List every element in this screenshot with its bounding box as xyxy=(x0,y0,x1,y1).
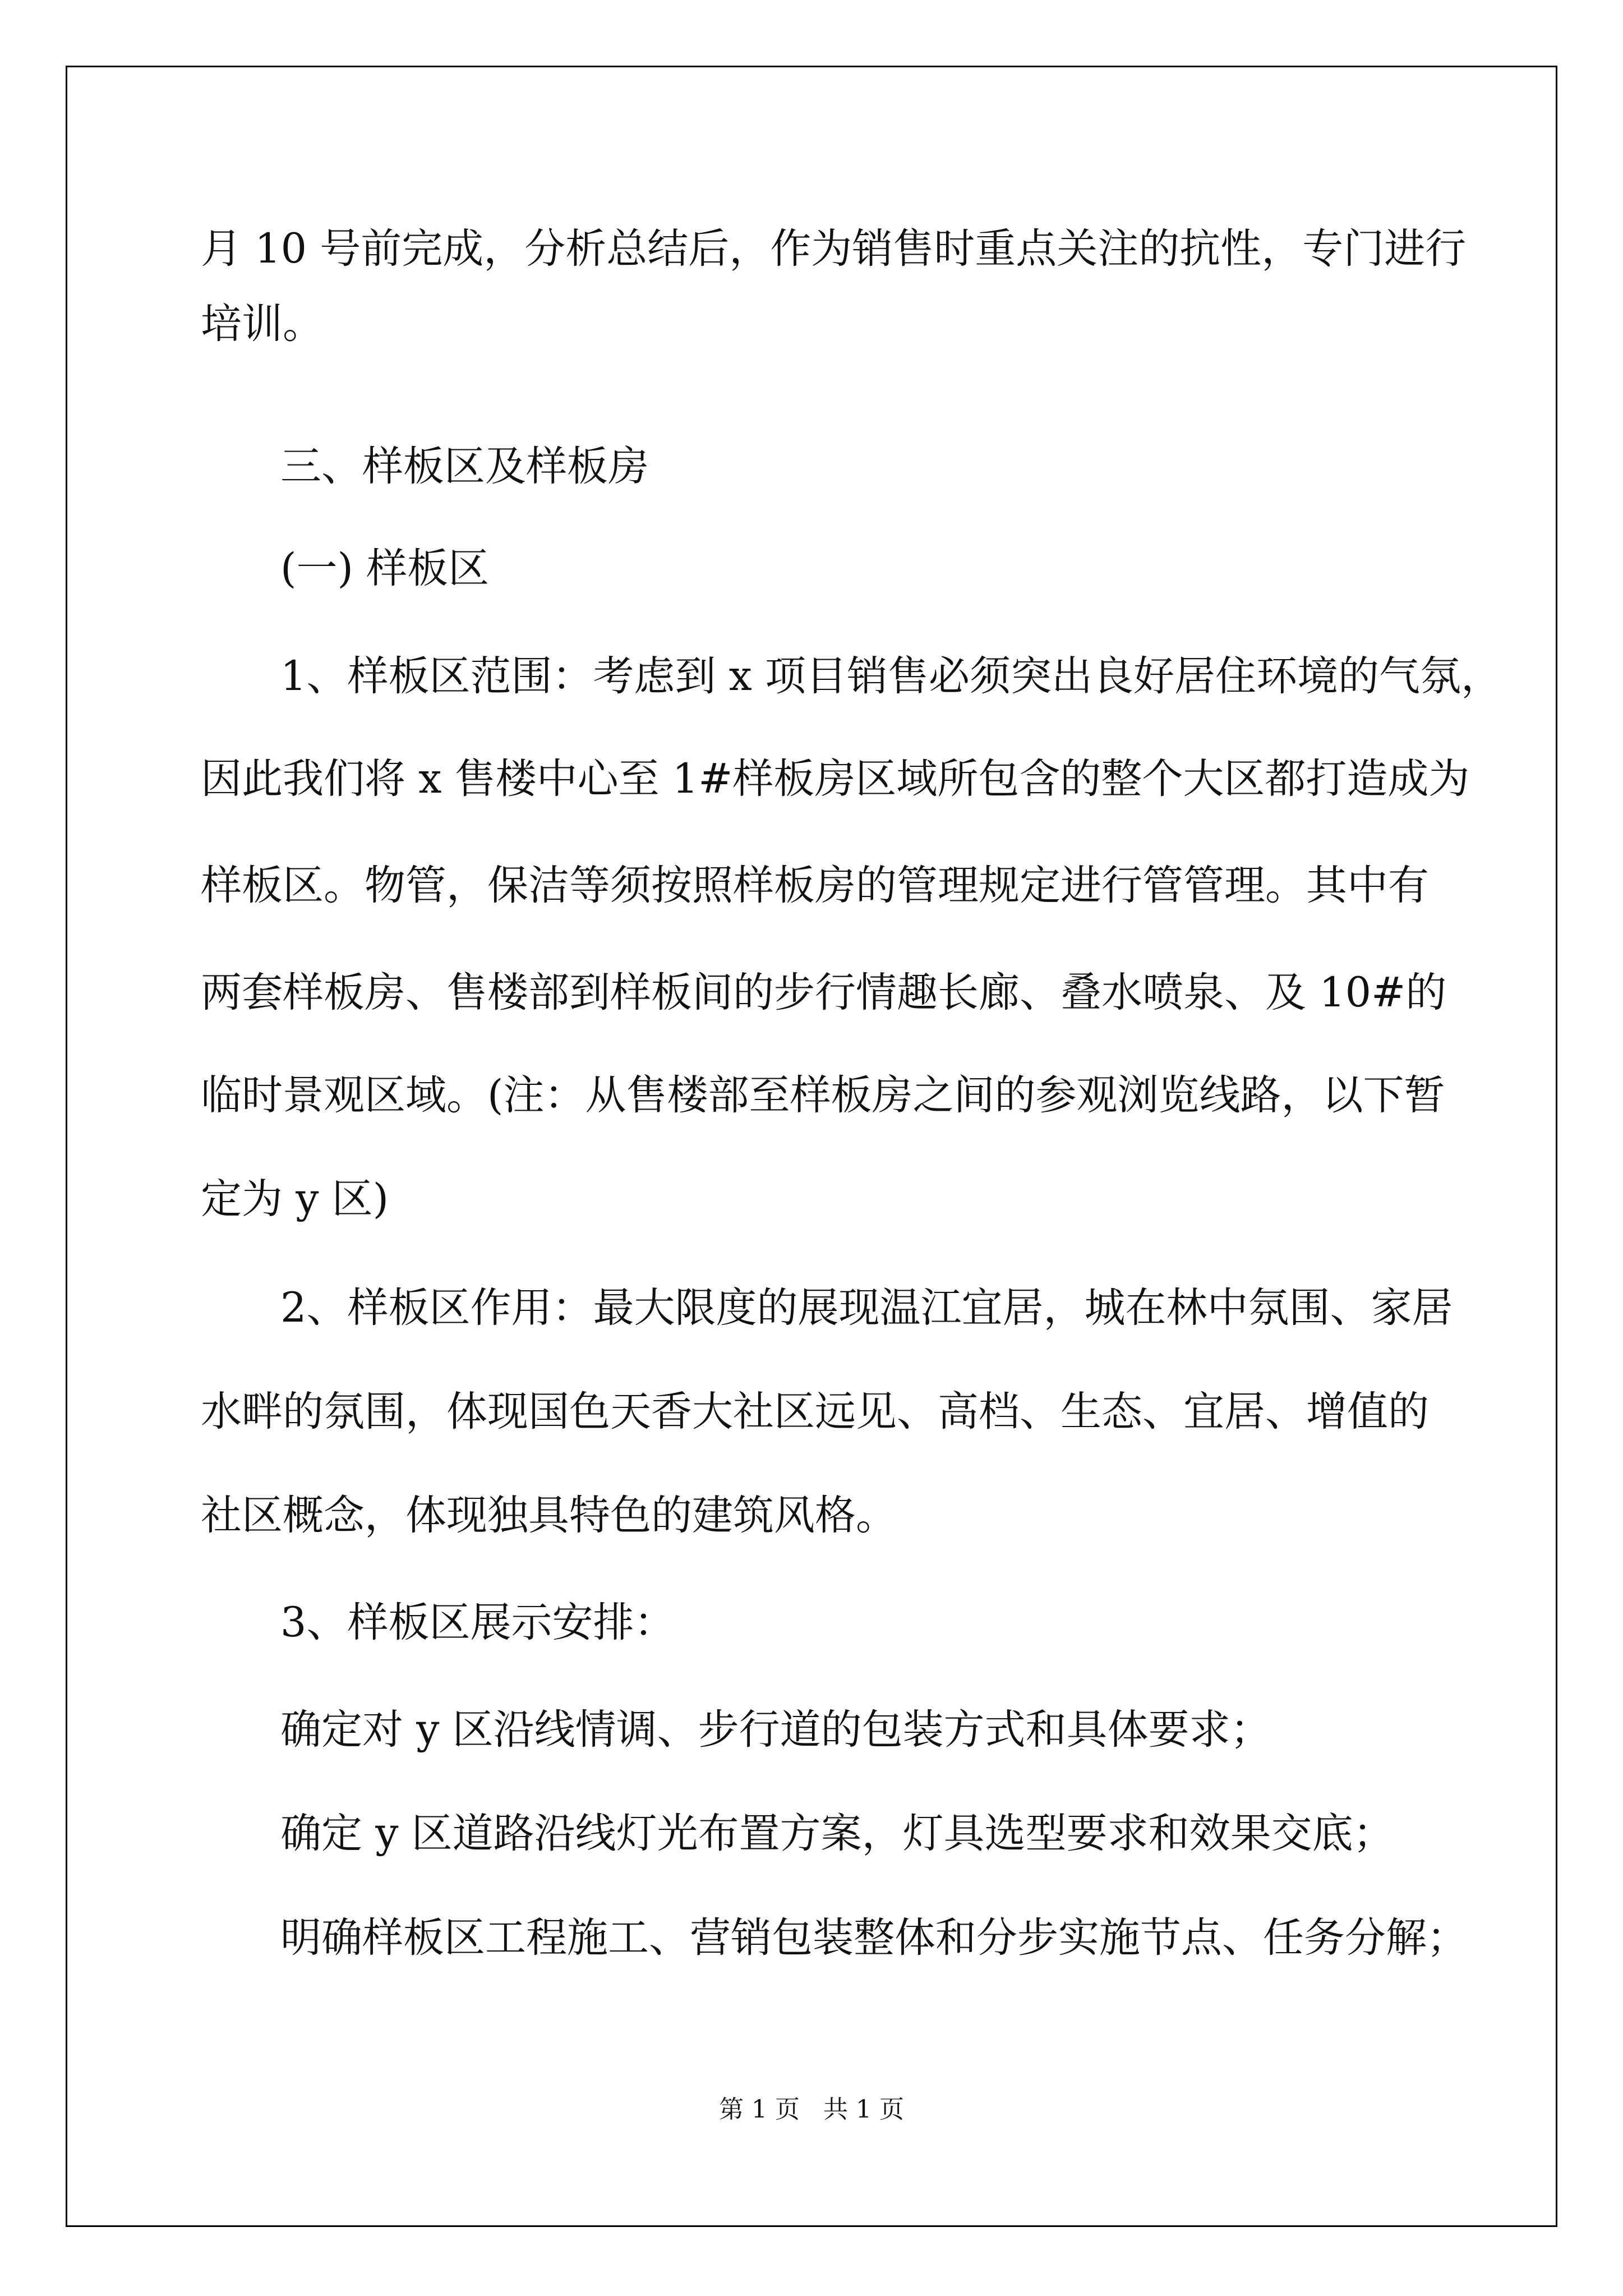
list-item: 确定对 y 区沿线情调、步行道的包装方式和具体要求； xyxy=(280,1706,1271,1754)
list-item: 明确样板区工程施工、营销包装整体和分步实施节点、任务分解； xyxy=(280,1914,1468,1962)
list-item: 确定 y 区道路沿线灯光布置方案，灯具选型要求和效果交底； xyxy=(280,1810,1394,1857)
page-border xyxy=(66,66,1557,2227)
section-heading: 三、样板区及样板房 xyxy=(280,443,649,490)
paragraph-line: 因此我们将 x 售楼中心至 1#样板房区域所包含的整个大区都打造成为 xyxy=(201,755,1470,803)
paragraph-line: 样板区。物管，保洁等须按照样板房的管理规定进行管管理。其中有 xyxy=(201,862,1429,909)
paragraph-line: 培训。 xyxy=(201,300,324,348)
paragraph-line: 定为 y 区) xyxy=(201,1175,389,1223)
paragraph-line: 1、样板区范围：考虑到 x 项目销售必须突出良好居住环境的气氛， xyxy=(280,652,1502,700)
paragraph-line: 月 10 号前完成，分析总结后，作为销售时重点关注的抗性，专门进行 xyxy=(201,225,1467,273)
paragraph-line: 临时景观区域。(注：从售楼部至样板房之间的参观浏览线路，以下暂 xyxy=(201,1071,1445,1119)
paragraph-line: 2、样板区作用：最大限度的展现温江宜居，城在林中氛围、家居 xyxy=(280,1284,1453,1332)
paragraph-line: 水畔的氛围，体现国色天香大社区远见、高档、生态、宜居、增值的 xyxy=(201,1388,1429,1435)
paragraph-line: 两套样板房、售楼部到样板间的步行情趣长廊、叠水喷泉、及 10#的 xyxy=(201,969,1447,1016)
subsection-heading: (一) 样板区 xyxy=(280,545,490,592)
paragraph-line: 社区概念，体现独具特色的建筑风格。 xyxy=(201,1492,897,1539)
page-footer: 第 1 页 共 1 页 xyxy=(719,2095,904,2124)
paragraph-line: 3、样板区展示安排： xyxy=(280,1599,675,1646)
